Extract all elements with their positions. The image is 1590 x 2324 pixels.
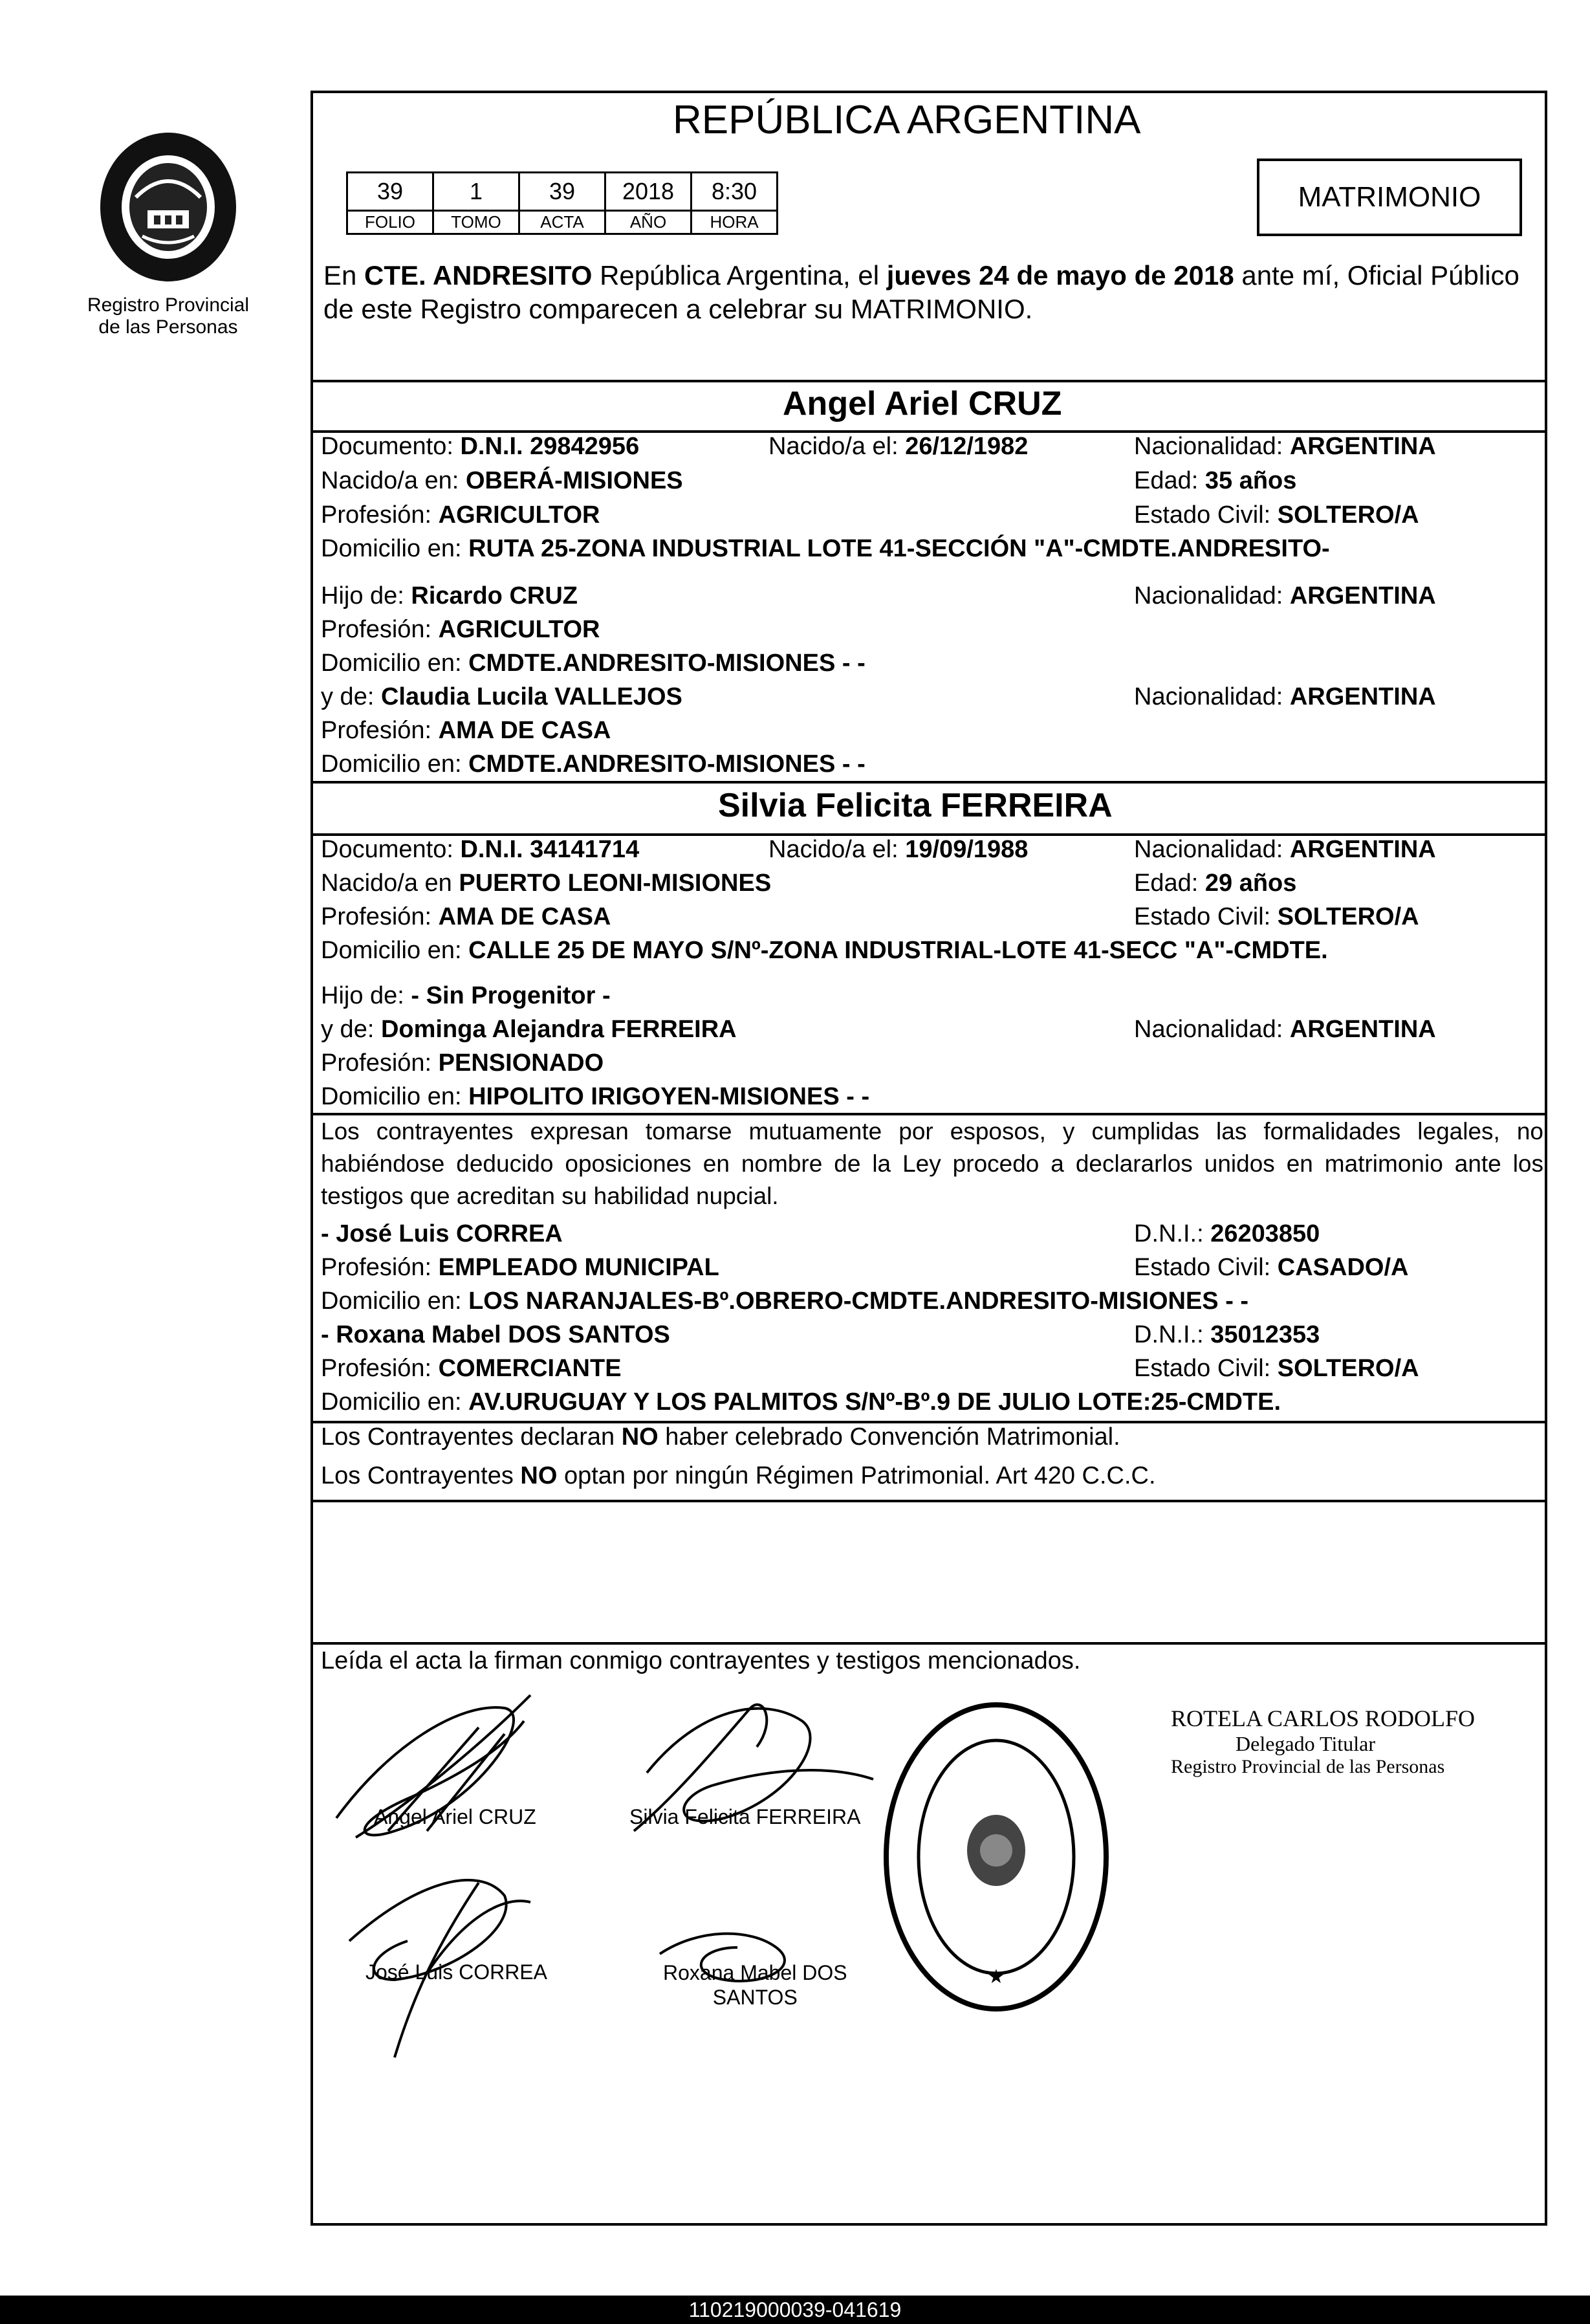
groom-age [1134,466,1296,496]
hora-value: 8:30 [692,173,778,211]
witness2-signature-line2: SANTOS [712,1986,798,2009]
groom-nationality: ARGENTINA [1289,433,1436,460]
label: Estado Civil: [1134,1355,1271,1382]
label: Estado Civil: [1134,903,1271,930]
label: Domicilio en: [321,751,462,778]
bride-doc [321,835,639,864]
witness1-profession: EMPLEADO MUNICIPAL [438,1254,719,1281]
convention-line2 [321,1461,1156,1491]
groom-address-value: RUTA 25-ZONA INDUSTRIAL LOTE 41-SECCIÓN "A"-CMDTE.ANDRESITO- [468,535,1330,562]
groom-birthplace-value: OBERÁ-MISIONES [465,467,683,494]
acta-value: 39 [519,173,605,211]
label: Profesión: [321,1049,432,1077]
intro-text-1: En [323,260,365,290]
bride-father [321,981,611,1011]
label: Domicilio en: [321,650,462,677]
tomo-value: 1 [433,173,519,211]
groom-father-profession: AGRICULTOR [438,616,600,643]
bride-address [321,936,1328,965]
label: Nacido/a el: [768,836,898,863]
witness1-civil-value: CASADO/A [1277,1254,1409,1281]
groom-father-nat [1134,581,1436,611]
witness2-profession: COMERCIANTE [438,1355,622,1382]
label: Hijo de: [321,582,404,609]
hora-label: HORA [692,211,778,234]
label: Nacido/a en [321,870,452,897]
doc-type-box [1257,159,1522,236]
witness2-name [321,1320,670,1350]
label: Nacionalidad: [1134,683,1283,710]
official-stamp [1171,1705,1476,1778]
groom-father-addr [321,648,866,678]
witness1-prof [321,1253,719,1282]
label: Hijo de: [321,982,404,1009]
witness1-civil [1134,1253,1408,1282]
witness2-civil [1134,1354,1419,1383]
witness1-name [321,1219,563,1249]
official-name: ROTELA CARLOS RODOLFO [1171,1705,1476,1731]
witness2-civil-value: SOLTERO/A [1277,1355,1419,1382]
svg-text:★: ★ [987,1966,1005,1988]
divider [310,380,1547,382]
groom-profession [321,500,600,530]
doc-type-label: MATRIMONIO [1298,181,1481,213]
folio-label: FOLIO [347,211,433,234]
label: Profesión: [321,501,432,529]
registry-round-seal [880,1698,1113,2015]
footer-code-bar [0,2296,1590,2324]
witness1-address: LOS NARANJALES-Bº.OBRERO-CMDTE.ANDRESITO-MISIONES - - [468,1288,1249,1315]
convention-line1 [321,1422,1120,1452]
groom-signature-label: Angel Ariel CRUZ [374,1805,536,1828]
label: Nacionalidad: [1134,433,1283,460]
witness2-address: AV.URUGUAY Y LOS PALMITOS S/Nº-Bº.9 DE JULIO LOTE:25-CMDTE. [468,1388,1281,1416]
bride-mother-address: HIPOLITO IRIGOYEN-MISIONES - - [468,1083,870,1110]
label: Nacionalidad: [1134,582,1283,609]
groom-doc [321,432,639,461]
witness2-prof [321,1354,622,1383]
bride-mother-nat [1134,1014,1436,1044]
intro-text-3: ante mí, Oficial Público de este Registro comparecen a celebrar su MATRIMONIO. [323,260,1519,324]
label: Profesión: [321,717,432,744]
label: Nacido/a en: [321,467,459,494]
bride-father-name: - Sin Progenitor - [411,982,611,1009]
witness2-signature-label [663,1960,847,2010]
groom-father-nationality: ARGENTINA [1289,582,1436,609]
label: Domicilio en: [321,1288,462,1315]
folio-value: 39 [347,173,433,211]
groom-birthdate: 26/12/1982 [905,433,1029,460]
label: Domicilio en: [321,1388,462,1416]
bride-profession-value: AMA DE CASA [438,903,611,930]
bride-birthdate: 19/09/1988 [905,836,1029,863]
groom-civil [1134,500,1419,530]
witness2-name-value: - Roxana Mabel DOS SANTOS [321,1321,670,1348]
groom-mother-nat [1134,682,1436,712]
groom-mother-addr [321,749,866,779]
groom-address [321,534,1330,564]
declaration-text: Los contrayentes expresan tomarse mutuamente por esposos, y cumplidas las formalidades legales, no habiéndose deducido oposiciones en nombre de la Ley procedo a declararlos unidos en matrimonio ante los testigos que acreditan su habilidad nupcial. [321,1118,1543,1209]
tomo-label: TOMO [433,211,519,234]
text: NO [621,1423,659,1451]
label: Nacido/a el: [768,433,898,460]
groom-birthplace [321,466,683,496]
misiones-emblem-icon [78,126,259,294]
bride-civil [1134,902,1419,932]
groom-father-name: Ricardo CRUZ [411,582,578,609]
witness1-signature-label: José Luis CORREA [365,1960,547,1984]
witness1-addr [321,1286,1248,1316]
record-number-table [346,171,778,235]
intro-place: CTE. ANDRESITO [364,260,593,290]
text: Los Contrayentes declaran [321,1423,622,1451]
intro-paragraph [323,259,1543,326]
bride-nationality: ARGENTINA [1289,836,1436,863]
label: Domicilio en: [321,1083,462,1110]
groom-nat [1134,432,1436,461]
bride-dni: D.N.I. 34141714 [460,836,640,863]
label: Nacionalidad: [1134,1016,1283,1043]
groom-father-address: CMDTE.ANDRESITO-MISIONES - - [468,650,866,677]
label: y de: [321,683,375,710]
groom-mother-address: CMDTE.ANDRESITO-MISIONES - - [468,751,866,778]
bride-birthplace-value: PUERTO LEONI-MISIONES [459,870,772,897]
text: optan por ningún Régimen Patrimonial. Art 420 C.C.C. [557,1462,1156,1489]
bride-name: Silvia Felicita FERREIRA [718,787,1113,824]
bride-address-value: CALLE 25 DE MAYO S/Nº-ZONA INDUSTRIAL-LOTE 41-SECC "A"-CMDTE. [468,937,1328,964]
intro-date: jueves 24 de mayo de 2018 [886,260,1234,290]
official-role: Delegado Titular [1236,1732,1375,1755]
witness1-dni [1134,1219,1320,1249]
seal-caption-line2: de las Personas [98,316,238,338]
label: D.N.I.: [1134,1220,1204,1247]
groom-mother-prof [321,716,611,745]
label: Documento: [321,836,453,863]
seal-caption-line1: Registro Provincial [87,294,250,316]
bride-mother-nationality: ARGENTINA [1289,1016,1436,1043]
page-title: REPÚBLICA ARGENTINA [673,98,1141,142]
label: y de: [321,1016,375,1043]
bride-mother-profession: PENSIONADO [438,1049,604,1077]
groom-name: Angel Ariel CRUZ [783,385,1062,422]
seal-caption [65,294,272,338]
groom-father-prof [321,615,600,644]
witness1-name-value: - José Luis CORREA [321,1220,563,1247]
bride-mother-name: Dominga Alejandra FERREIRA [380,1016,737,1043]
groom-mother [321,682,682,712]
anio-label: AÑO [605,211,692,234]
groom-profession-value: AGRICULTOR [438,501,600,529]
label: Estado Civil: [1134,501,1271,529]
label: Documento: [321,433,453,460]
bride-mother-addr [321,1082,869,1112]
label: D.N.I.: [1134,1321,1204,1348]
groom-mother-name: Claudia Lucila VALLEJOS [380,683,682,710]
groom-mother-nationality: ARGENTINA [1289,683,1436,710]
text: NO [520,1462,558,1489]
bride-age-value: 29 años [1204,870,1297,897]
bride-mother-prof [321,1048,604,1078]
text: haber celebrado Convención Matrimonial. [658,1423,1120,1451]
label: Profesión: [321,616,432,643]
witness2-signature-line1: Roxana Mabel DOS [663,1961,847,1984]
closing-text: Leída el acta la firman conmigo contrayentes y testigos mencionados. [321,1647,1081,1674]
footer-code: 110219000039-041619 [688,2298,902,2321]
intro-text-2: República Argentina, el [592,260,887,290]
groom-born [768,432,1028,461]
label: Profesión: [321,903,432,930]
label: Profesión: [321,1254,432,1281]
provincial-seal [78,126,259,294]
bride-mother [321,1014,737,1044]
text: Los Contrayentes [321,1462,521,1489]
label: Domicilio en: [321,937,462,964]
official-registry: Registro Provincial de las Personas [1171,1756,1445,1777]
registry-seal-icon [880,1698,1113,2015]
bride-birthplace [321,868,771,898]
bride-age [1134,868,1296,898]
divider [310,781,1547,784]
label: Edad: [1134,870,1199,897]
bride-nat [1134,835,1436,864]
label: Domicilio en: [321,535,462,562]
bride-profession [321,902,611,932]
label: Edad: [1134,467,1199,494]
witness1-dni-value: 26203850 [1210,1220,1320,1247]
groom-father [321,581,578,611]
anio-value: 2018 [605,173,692,211]
witness2-dni [1134,1320,1320,1350]
label: Estado Civil: [1134,1254,1271,1281]
bride-born [768,835,1028,864]
witness2-dni-value: 35012353 [1210,1321,1320,1348]
witness2-addr [321,1387,1281,1417]
groom-age-value: 35 años [1204,467,1297,494]
divider [310,1642,1547,1645]
bride-signature-label: Silvia Felicita FERREIRA [629,1805,861,1828]
acta-label: ACTA [519,211,605,234]
label: Profesión: [321,1355,432,1382]
label: Nacionalidad: [1134,836,1283,863]
bride-civil-value: SOLTERO/A [1277,903,1419,930]
groom-dni: D.N.I. 29842956 [460,433,640,460]
groom-civil-value: SOLTERO/A [1277,501,1419,529]
divider [310,1500,1547,1502]
groom-mother-profession: AMA DE CASA [438,717,611,744]
